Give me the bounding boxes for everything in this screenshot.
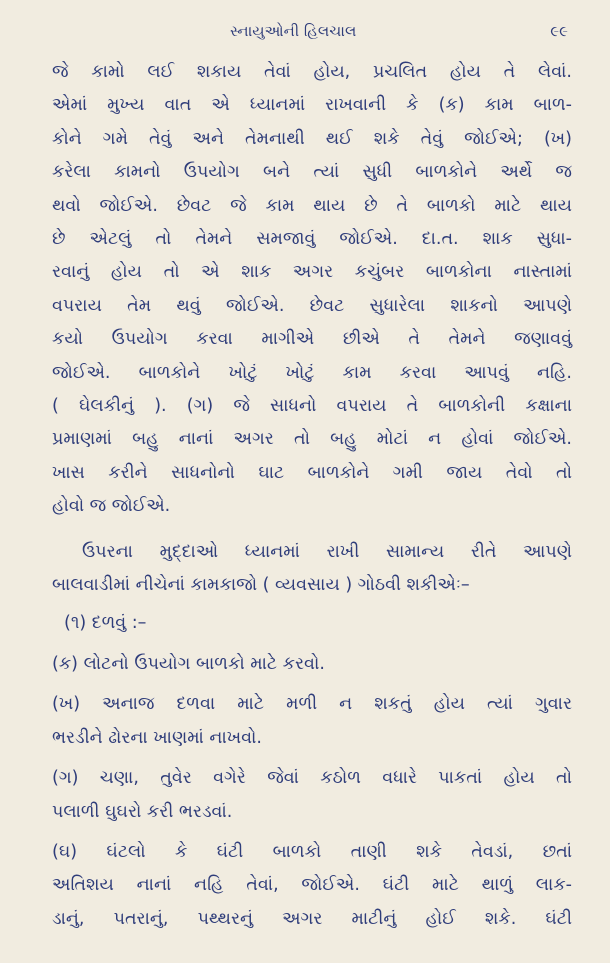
- paragraph-2: [52, 536, 572, 603]
- text-line: વપરાય તેમ થવું જોઈએ. છેવટ સુધારેલા શાકનો આપણે: [52, 295, 572, 316]
- text-line: પલાળી ઘુઘરો કરી ભરડવાં.: [52, 801, 233, 822]
- text-line: અતિશય નાનાં નહિ તેવાં, જોઈએ. ઘંટી માટે થાળું લાક-: [52, 875, 572, 896]
- text-line: (ગ) ચણા, તુવેર વગેરે જેવાં કઠોળ વધારે પાકતાં હોય તો: [52, 768, 572, 789]
- text-line: એમાં મુખ્ય વાત એ ધ્યાનમાં રાખવાની કે (ક) કામ બાળ-: [52, 95, 572, 116]
- text-line: જોઈએ. બાળકોને ખોટું ખોટું કામ કરવા આપવું નહિ.: [52, 362, 572, 383]
- text-line: બાલવાડીમાં નીચેનાં કામકાજો ( વ્યવસાય ) ગોઠવી શકીએઃ–: [52, 575, 470, 596]
- section-heading-text: (૧) દળવું :–: [64, 612, 147, 633]
- text-line: કયો ઉપયોગ કરવા માગીએ છીએ તે તેમને જણાવવું: [52, 329, 572, 350]
- text-line: થવો જોઈએ. છેવટ જે કામ થાય છે તે બાળકો માટે થાય: [52, 195, 572, 216]
- text-line: ઉપરના મુદ્દાઓ ધ્યાનમાં રાખી સામાન્ય રીતે આપણે: [82, 541, 572, 562]
- text-line: ( ઘેલકીનું ). (ગ) જે સાધનો વપરાય તે બાળકોની કક્ષાના: [52, 396, 572, 417]
- paragraph-gap: [52, 524, 572, 536]
- text-line: કરેલા કામનો ઉપયોગ બને ત્યાં સુધી બાળકોને અર્થે જ: [52, 162, 572, 183]
- page-number: ૯૯: [550, 22, 568, 40]
- list-item: [52, 836, 572, 936]
- text-line: ડાનું, પતરાનું, પથ્થરનું અગર માટીનું હોઈ શકે. ઘંટી: [52, 908, 572, 929]
- text-line: જે કામો લઈ શકાય તેવાં હોય, પ્રચલિત હોય તે લેવાં.: [52, 62, 572, 82]
- text-line: ખાસ કરીને સાધનોનો ઘાટ બાળકોને ગમી જાય તેવો તો: [52, 462, 572, 483]
- text-line: (ખ) અનાજ દળવા માટે મળી ન શકતું હોય ત્યાં ગુવાર: [52, 694, 572, 715]
- text-line: (ક) લોટનો ઉપયોગ બાળકો માટે કરવો.: [52, 653, 325, 674]
- list-item: [52, 688, 572, 755]
- running-header: [52, 22, 572, 56]
- list-item: [52, 762, 572, 829]
- text-line: છે એટલું તો તેમને સમજાવું જોઈએ. દા.ત. શાક સુધા-: [52, 229, 572, 250]
- section-heading: [52, 607, 572, 640]
- text-line: કોને ગમે તેવું અને તેમનાથી થઈ શકે તેવું જોઈએ; (ખ): [52, 128, 572, 149]
- running-title: સ્નાયુઓની હિલચાલ: [230, 22, 357, 40]
- text-line: હોવો જ જોઈએ.: [52, 496, 171, 517]
- text-line: ભરડીને ઢોરના ખાણમાં નાખવો.: [52, 727, 262, 748]
- text-line: રવાનું હોય તો એ શાક અગર કચુંબર બાળકોના નાસ્તામાં: [52, 262, 572, 283]
- paragraph-1: [52, 56, 572, 524]
- text-line: (ઘ) ઘંટલો કે ઘંટી બાળકો તાણી શકે તેવડાં, છતાં: [52, 841, 572, 862]
- text-line: પ્રમાણમાં બહુ નાનાં અગર તો બહુ મોટાં ન હોવાં જોઈએ.: [52, 429, 572, 450]
- list-item: [52, 648, 572, 681]
